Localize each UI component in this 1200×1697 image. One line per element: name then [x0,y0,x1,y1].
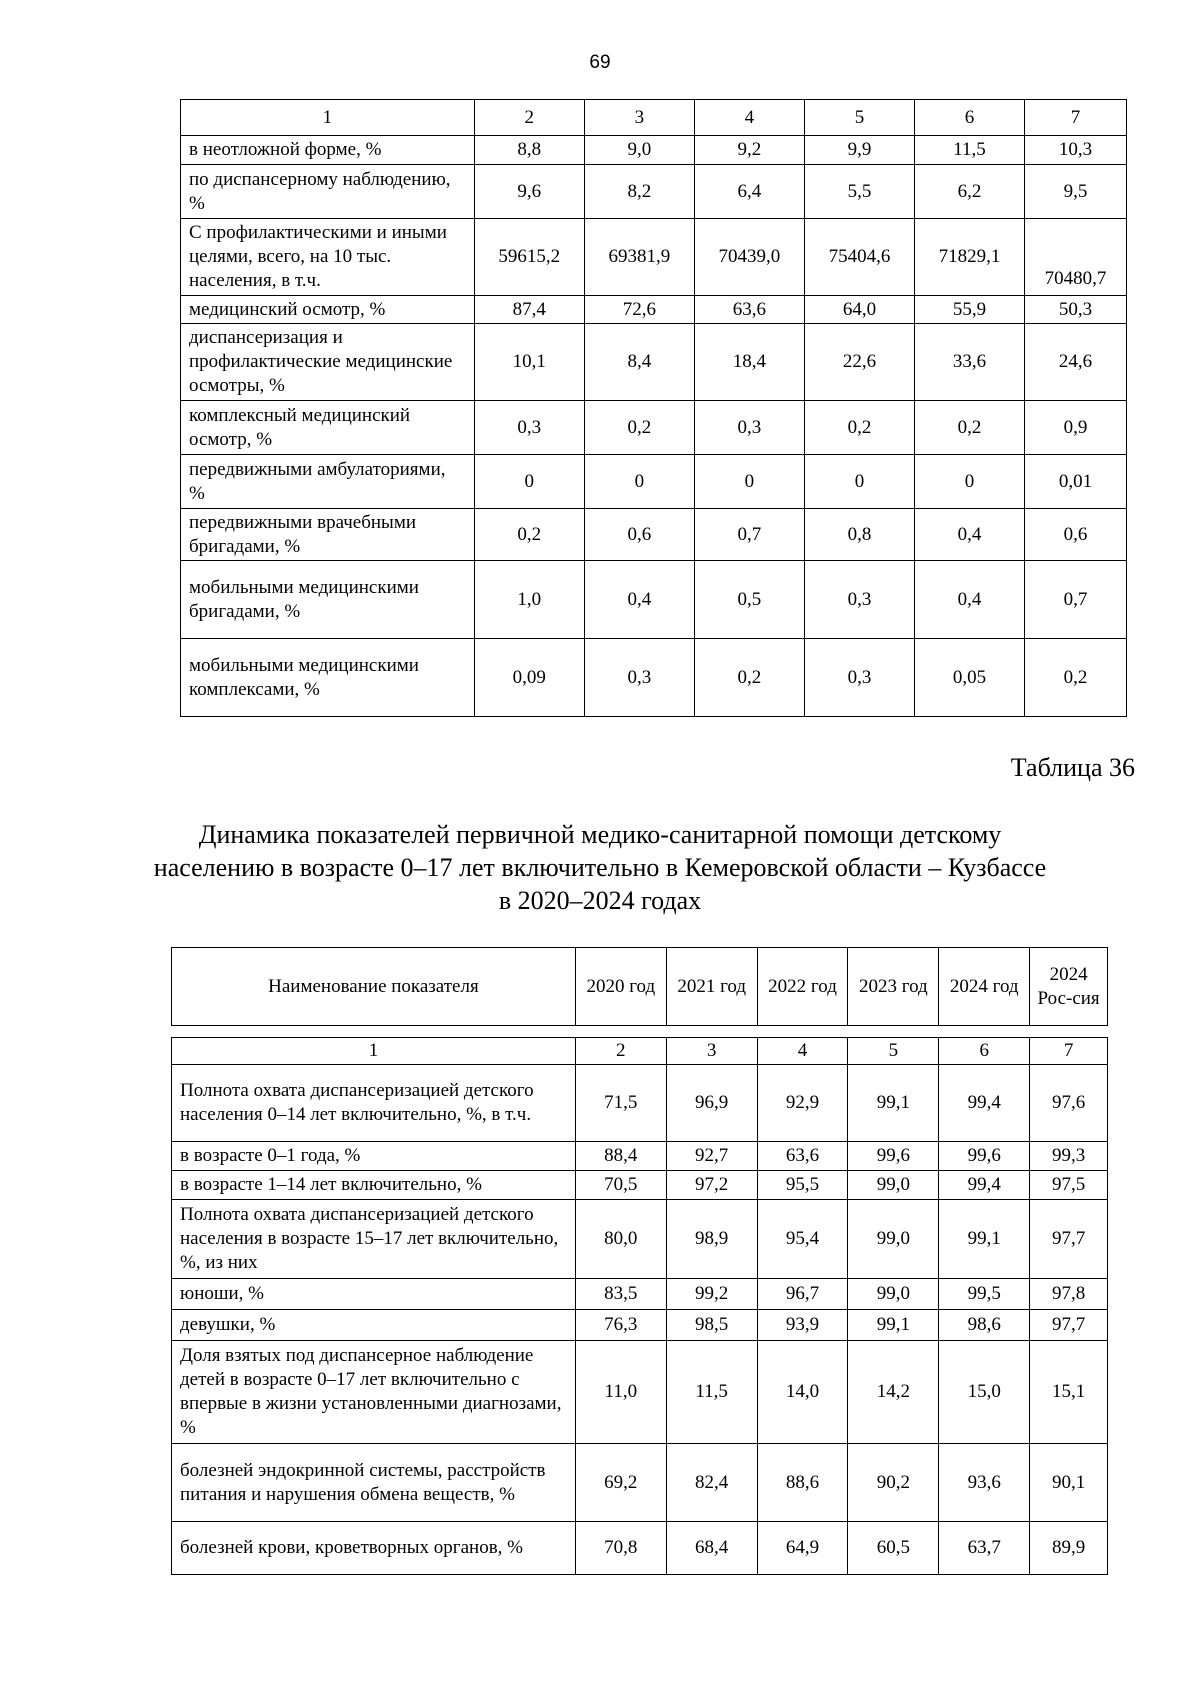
continued-table [180,99,1127,717]
row-label: С профилактическими и иными целями, всего, на 10 тыс. населения, в т.ч. [181,219,475,296]
cell-value: 11,5 [914,136,1024,165]
cell-value: 9,9 [804,136,914,165]
table-row [172,1341,1108,1444]
table-row [172,1444,1108,1522]
table-label: Таблица 36 [1010,753,1135,782]
cell-value: 0,2 [584,401,694,455]
cell-value: 0,2 [1025,639,1127,717]
cell-value: 99,2 [666,1279,757,1310]
column-number: 3 [666,1038,757,1065]
cell-value: 99,1 [848,1065,939,1142]
cell-value: 95,5 [757,1171,848,1200]
cell-value: 33,6 [914,324,1024,401]
cell-value: 0 [694,455,804,509]
row-label: Полнота охвата диспансеризацией детского населения 0–14 лет включительно, %, в т.ч. [172,1065,576,1142]
cell-value: 82,4 [666,1444,757,1522]
cell-value: 99,1 [848,1310,939,1341]
cell-value: 70439,0 [694,219,804,296]
column-number: 5 [848,1038,939,1065]
cell-value: 11,0 [575,1341,666,1444]
column-number: 6 [939,1038,1030,1065]
cell-value: 0,7 [694,509,804,561]
cell-value: 0 [474,455,584,509]
column-number: 1 [181,100,475,136]
cell-value: 97,7 [1030,1310,1108,1341]
table-row [181,561,1127,639]
cell-value: 0 [584,455,694,509]
cell-value: 0,5 [694,561,804,639]
cell-value: 0,3 [474,401,584,455]
cell-value: 1,0 [474,561,584,639]
table-row [172,1522,1108,1575]
cell-value: 87,4 [474,296,584,324]
table-row [172,1065,1108,1142]
cell-value: 70480,7 [1025,219,1127,296]
page-number: 69 [589,52,611,73]
cell-value: 14,0 [757,1341,848,1444]
column-header: 2023 год [848,948,939,1026]
cell-value: 95,4 [757,1200,848,1279]
cell-value: 71,5 [575,1065,666,1142]
cell-value: 96,7 [757,1279,848,1310]
cell-value: 11,5 [666,1341,757,1444]
table-numbering-row [181,100,1127,136]
cell-value: 50,3 [1025,296,1127,324]
cell-value: 0,3 [804,639,914,717]
row-label: передвижными амбулаториями, % [181,455,475,509]
column-number: 3 [584,100,694,136]
row-label: мобильными медицинскими бригадами, % [181,561,475,639]
row-label: болезней крови, кроветворных органов, % [172,1522,576,1575]
cell-value: 15,1 [1030,1341,1108,1444]
cell-value: 93,9 [757,1310,848,1341]
table-row [181,219,1127,296]
column-number: 2 [474,100,584,136]
cell-value: 5,5 [804,165,914,219]
cell-value: 0,2 [914,401,1024,455]
row-label: девушки, % [172,1310,576,1341]
cell-value: 24,6 [1025,324,1127,401]
table-caption: Динамика показателей первичной медико-санитарной помощи детскому населению в возрасте 0–17 лет включительно в Кемеровской области – Кузбассе в 2020–2024 годах [153,820,1047,915]
table-row [181,639,1127,717]
cell-value: 0,9 [1025,401,1127,455]
cell-value: 99,6 [848,1142,939,1171]
cell-value: 97,6 [1030,1065,1108,1142]
cell-value: 59615,2 [474,219,584,296]
cell-value: 8,4 [584,324,694,401]
cell-value: 99,4 [939,1171,1030,1200]
cell-value: 14,2 [848,1341,939,1444]
cell-value: 97,5 [1030,1171,1108,1200]
cell-value: 0,2 [804,401,914,455]
cell-value: 64,0 [804,296,914,324]
cell-value: 98,9 [666,1200,757,1279]
row-label: в неотложной форме, % [181,136,475,165]
cell-value: 60,5 [848,1522,939,1575]
column-number: 7 [1025,100,1127,136]
cell-value: 92,7 [666,1142,757,1171]
cell-value: 93,6 [939,1444,1030,1522]
cell-value: 22,6 [804,324,914,401]
row-label: в возрасте 1–14 лет включительно, % [172,1171,576,1200]
cell-value: 99,5 [939,1279,1030,1310]
cell-value: 55,9 [914,296,1024,324]
cell-value: 71829,1 [914,219,1024,296]
cell-value: 0 [914,455,1024,509]
column-header: 2022 год [757,948,848,1026]
row-label: диспансеризация и профилактические медицинские осмотры, % [181,324,475,401]
indicators-table [171,1037,1108,1575]
cell-value: 9,6 [474,165,584,219]
column-number: 7 [1030,1038,1108,1065]
cell-value: 88,4 [575,1142,666,1171]
header-row [172,948,1108,1026]
cell-value: 70,8 [575,1522,666,1575]
cell-value: 15,0 [939,1341,1030,1444]
cell-value: 0,2 [694,639,804,717]
cell-value: 0,09 [474,639,584,717]
cell-value: 90,1 [1030,1444,1108,1522]
cell-value: 9,5 [1025,165,1127,219]
table-row [172,1279,1108,1310]
cell-value: 64,9 [757,1522,848,1575]
table-row [172,1310,1108,1341]
table-row [172,1200,1108,1279]
table-row [172,1142,1108,1171]
table-row [181,401,1127,455]
table-row [181,324,1127,401]
cell-value: 75404,6 [804,219,914,296]
table-row [172,1171,1108,1200]
row-label: в возрасте 0–1 года, % [172,1142,576,1171]
cell-value: 97,2 [666,1171,757,1200]
cell-value: 89,9 [1030,1522,1108,1575]
cell-value: 99,1 [939,1200,1030,1279]
cell-value: 99,0 [848,1200,939,1279]
cell-value: 96,9 [666,1065,757,1142]
cell-value: 99,4 [939,1065,1030,1142]
cell-value: 9,2 [694,136,804,165]
cell-value: 0,3 [804,561,914,639]
cell-value: 0,7 [1025,561,1127,639]
column-number: 2 [575,1038,666,1065]
table-header [171,947,1108,1026]
cell-value: 83,5 [575,1279,666,1310]
cell-value: 63,7 [939,1522,1030,1575]
cell-value: 10,3 [1025,136,1127,165]
cell-value: 0,3 [694,401,804,455]
column-header: 2020 год [575,948,666,1026]
row-label: юноши, % [172,1279,576,1310]
column-header: 2024 год [939,948,1030,1026]
column-number: 4 [694,100,804,136]
cell-value: 0,4 [584,561,694,639]
cell-value: 88,6 [757,1444,848,1522]
table-row [181,509,1127,561]
cell-value: 0,3 [584,639,694,717]
cell-value: 90,2 [848,1444,939,1522]
row-label: мобильными медицинскими комплексами, % [181,639,475,717]
cell-value: 80,0 [575,1200,666,1279]
cell-value: 97,8 [1030,1279,1108,1310]
cell-value: 63,6 [757,1142,848,1171]
cell-value: 92,9 [757,1065,848,1142]
cell-value: 10,1 [474,324,584,401]
row-label: по диспансерному наблюдению, % [181,165,475,219]
cell-value: 69,2 [575,1444,666,1522]
row-label: передвижными врачебными бригадами, % [181,509,475,561]
column-header: Наименование показателя [172,948,576,1026]
cell-value: 0,01 [1025,455,1127,509]
cell-value: 0,05 [914,639,1024,717]
cell-value: 0 [804,455,914,509]
table-row [181,296,1127,324]
cell-value: 76,3 [575,1310,666,1341]
cell-value: 68,4 [666,1522,757,1575]
cell-value: 99,0 [848,1171,939,1200]
cell-value: 0,4 [914,509,1024,561]
row-label: медицинский осмотр, % [181,296,475,324]
cell-value: 98,6 [939,1310,1030,1341]
column-number: 1 [172,1038,576,1065]
cell-value: 0,4 [914,561,1024,639]
cell-value: 69381,9 [584,219,694,296]
cell-value: 0,6 [1025,509,1127,561]
table-row [181,136,1127,165]
cell-value: 9,0 [584,136,694,165]
cell-value: 6,2 [914,165,1024,219]
cell-value: 98,5 [666,1310,757,1341]
column-number: 6 [914,100,1024,136]
cell-value: 72,6 [584,296,694,324]
cell-value: 0,6 [584,509,694,561]
row-label: Доля взятых под диспансерное наблюдение детей в возрасте 0–17 лет включительно с впервые в жизни установленными диагнозами, % [172,1341,576,1444]
cell-value: 6,4 [694,165,804,219]
table-row [181,165,1127,219]
cell-value: 0,2 [474,509,584,561]
cell-value: 70,5 [575,1171,666,1200]
cell-value: 18,4 [694,324,804,401]
table-numbering-row [172,1038,1108,1065]
cell-value: 8,2 [584,165,694,219]
cell-value: 8,8 [474,136,584,165]
cell-value: 97,7 [1030,1200,1108,1279]
row-label: комплексный медицинский осмотр, % [181,401,475,455]
column-number: 4 [757,1038,848,1065]
cell-value: 99,3 [1030,1142,1108,1171]
cell-value: 0,8 [804,509,914,561]
column-number: 5 [804,100,914,136]
row-label: болезней эндокринной системы, расстройств питания и нарушения обмена веществ, % [172,1444,576,1522]
row-label: Полнота охвата диспансеризацией детского населения в возрасте 15–17 лет включительно, %, из них [172,1200,576,1279]
cell-value: 63,6 [694,296,804,324]
cell-value: 99,0 [848,1279,939,1310]
column-header: 2024 Рос-сия [1030,948,1108,1026]
table-row [181,455,1127,509]
cell-value: 99,6 [939,1142,1030,1171]
column-header: 2021 год [666,948,757,1026]
